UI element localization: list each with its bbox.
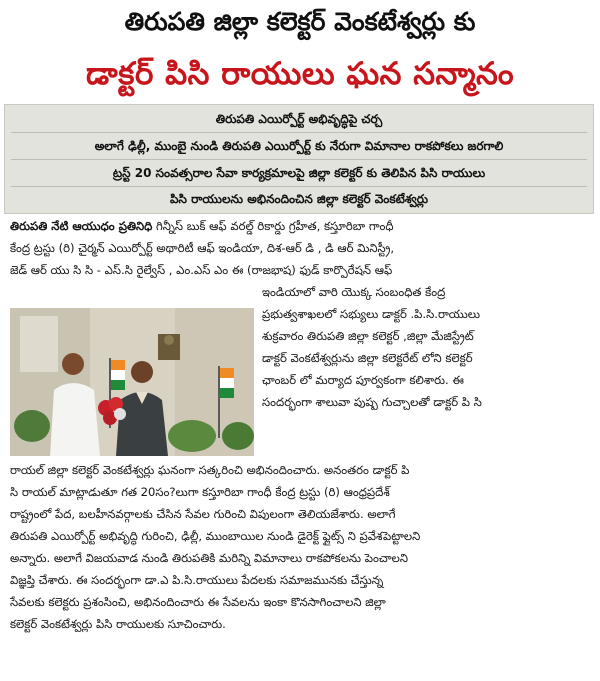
subheadings-box [4,104,594,214]
subheading-3: ట్రస్ట్ 20 సంవత్సరాల సేవా కార్యక్రమాలపై జిల్లా కలెక్టర్ కు తెలిపిన పిసి రాయులు [112,166,486,180]
divider [11,159,587,160]
subheading-2: అలాగే ఢిల్లీ, ముంబై నుండి తిరుపతి ఎయిర్పోర్ట్ కు నేరుగా విమానాల రాకపోకలు జరగాలి [94,139,504,153]
body-line-7: డాక్టర్ వెంకటేశ్వర్లును జిల్లా కలెక్టరేట్ లోని కలెక్టర్ [262,351,473,365]
body-line-10: రాయల్ జిల్లా కలెక్టర్ వెంకటేశ్వర్లు ఘనంగా సత్కరించి అభినందించారు. అనంతరం డాక్టర్ పి [10,463,410,477]
body-line-9: సందర్భంగా శాలువా పుష్ప గుచ్చాలతో డాక్టర్ పి సి [262,395,482,409]
body-text: గిన్నీస్ బుక్ ఆఫ్ వరల్డ్ రికార్డు గ్రహీత, కస్తూరిబా గాంధీ [156,219,394,233]
news-photo [10,308,254,456]
body-line-13: తిరుపతి ఎయిర్పోర్ట్ అభివృద్ధి గురించి, ఢిల్లీ, ముంబాయిల నుండి డైరెక్ట్ ఫ్లైట్స్ ని ప్రవేశపెట్టాలని [10,529,421,543]
subheading-4: పిసి రాయులను అభినందించిన జిల్లా కలెక్టర్ వెంకటేశ్వర్లు [170,192,428,206]
body-line-8: ఛాంబర్ లో మర్యాద పూర్వకంగా కలిశారు. ఈ [262,373,464,387]
photo-illustration [10,308,254,456]
body-line-15: విజ్ఞప్తి చేశారు. ఈ సందర్భంగా డా.ఎ పి.సి.రాయులు పేదలకు సమాజమునకు చేస్తున్న [10,573,384,587]
body-line-12: రాష్ట్రంలో పేద, బలహీనవర్గాలకు చేసిన సేవల గురించి విపులంగా తెలియజేశారు. అలాగే [10,507,396,521]
body-line-11: సి రాయల్ మాట్లాడుతూ గత 20సం?లుగా కస్తూరిబా గాంధీ కేంద్ర ట్రస్టు (రి) ఆంధ్రప్రదేశ్ [10,485,390,499]
body-line-3: జెడ్ ఆర్ యు సి సి - ఎస్.సి రైల్వేస్ , ఎం.ఎస్ ఎం ఈ (రాజభాష) ఫుడ్ కార్పొరేషన్ ఆఫ్ [10,263,393,277]
body-line-5: ప్రభుత్వశాఖలలో సభ్యులు డాక్టర్ .పి.సి.రాయులు [262,307,480,321]
body-line-2: కేంద్ర ట్రస్టు (రి) చైర్మన్ ఎయిర్పోర్ట్ అథారిటీ ఆఫ్ ఇండియా, దిశ-ఆర్ డి , డి ఆర్ మినిస్ట్రీ, [10,241,395,255]
body-line-4: ఇండియాలో వారి యొక్క సంబంధిత కేంద్ర [262,285,446,299]
body-line-1 [10,216,590,236]
subheading-1: తిరుపతి ఎయిర్పోర్ట్ అభివృద్ధిపై చర్చ [215,112,383,126]
headline-line-2: డాక్టర్ పిసి రాయులు ఘన సన్మానం [85,56,515,92]
body-line-17: కలెక్టర్ వెంకటేశ్వర్లు పిసి రాయులకు సూచించారు. [10,617,226,631]
body-line-16: సేవలకు కలెక్టరు ప్రశంసించి, అభినందించారు ఈ సేవలను ఇంకా కొనసాగించాలని జిల్లా [10,595,386,609]
divider [11,132,587,133]
body-line-14: అన్నారు. అలాగే విజయవాడ నుండి తిరుపతికి మరిన్ని విమానాలు రాకపోకలను పెంచాలని [10,551,409,565]
dateline: తిరుపతి నేటి ఆయుధం ప్రతినిధి [10,219,153,233]
headline-line-1: తిరుపతి జిల్లా కలెక్టర్ వెంకటేశ్వర్లు కు [124,7,476,36]
body-line-6: శుక్రవారం తిరుపతి జిల్లా కలెక్టర్ ,జిల్లా మేజిస్ట్రేట్ [262,329,474,343]
